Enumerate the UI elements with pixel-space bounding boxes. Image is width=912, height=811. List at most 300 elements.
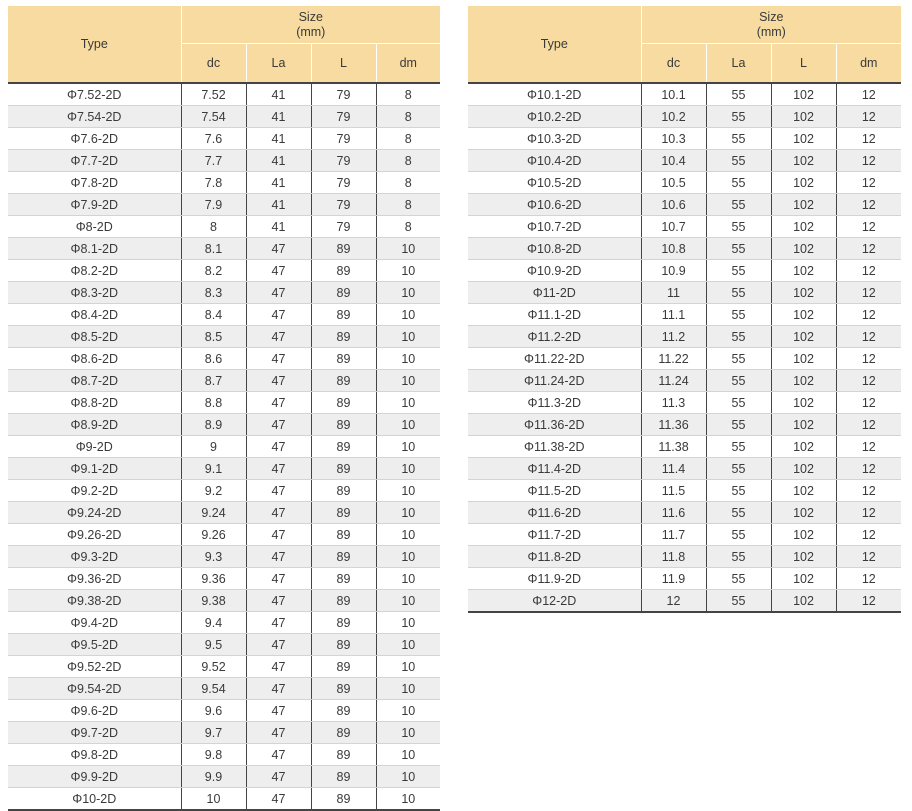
- l-cell: 89: [311, 480, 376, 502]
- l-cell: 102: [771, 260, 836, 282]
- l-cell: 79: [311, 128, 376, 150]
- la-cell: 47: [246, 590, 311, 612]
- type-cell: Φ12-2D: [468, 590, 641, 613]
- dc-cell: 8.6: [181, 348, 246, 370]
- la-cell: 41: [246, 150, 311, 172]
- table-row: [468, 524, 901, 546]
- dm-cell: 10: [376, 722, 440, 744]
- dm-cell: 10: [376, 304, 440, 326]
- dm-cell: 10: [376, 744, 440, 766]
- dm-cell: 10: [376, 678, 440, 700]
- dc-cell: 10.8: [641, 238, 706, 260]
- la-cell: 55: [706, 106, 771, 128]
- dc-cell: 11.3: [641, 392, 706, 414]
- la-cell: 47: [246, 502, 311, 524]
- dm-cell: 8: [376, 106, 440, 128]
- dm-cell: 10: [376, 612, 440, 634]
- type-cell: Φ9.2-2D: [8, 480, 181, 502]
- table-row: [468, 194, 901, 216]
- type-cell: Φ11.38-2D: [468, 436, 641, 458]
- dm-cell: 12: [836, 414, 901, 436]
- la-cell: 55: [706, 370, 771, 392]
- column-header-dm: dm: [376, 44, 440, 84]
- type-cell: Φ9.9-2D: [8, 766, 181, 788]
- dm-cell: 10: [376, 392, 440, 414]
- la-cell: 47: [246, 612, 311, 634]
- dc-cell: 8.2: [181, 260, 246, 282]
- table-row: [468, 590, 901, 613]
- table-row: [8, 414, 440, 436]
- dm-cell: 12: [836, 392, 901, 414]
- table-row: [8, 260, 440, 282]
- la-cell: 47: [246, 568, 311, 590]
- type-cell: Φ9-2D: [8, 436, 181, 458]
- dm-cell: 10: [376, 260, 440, 282]
- dm-cell: 10: [376, 458, 440, 480]
- type-cell: Φ11.36-2D: [468, 414, 641, 436]
- l-cell: 102: [771, 194, 836, 216]
- la-cell: 55: [706, 502, 771, 524]
- l-cell: 89: [311, 326, 376, 348]
- la-cell: 47: [246, 480, 311, 502]
- la-cell: 47: [246, 370, 311, 392]
- dc-cell: 9.26: [181, 524, 246, 546]
- dc-cell: 10.9: [641, 260, 706, 282]
- l-cell: 89: [311, 304, 376, 326]
- dm-cell: 12: [836, 546, 901, 568]
- table-row: [468, 326, 901, 348]
- type-cell: Φ10.4-2D: [468, 150, 641, 172]
- type-cell: Φ9.54-2D: [8, 678, 181, 700]
- type-cell: Φ11.2-2D: [468, 326, 641, 348]
- la-cell: 47: [246, 260, 311, 282]
- l-cell: 79: [311, 172, 376, 194]
- table-row: [8, 216, 440, 238]
- type-cell: Φ7.8-2D: [8, 172, 181, 194]
- l-cell: 102: [771, 150, 836, 172]
- dm-cell: 10: [376, 238, 440, 260]
- dm-cell: 12: [836, 150, 901, 172]
- la-cell: 55: [706, 83, 771, 106]
- table-row: [8, 546, 440, 568]
- type-cell: Φ9.38-2D: [8, 590, 181, 612]
- type-cell: Φ9.1-2D: [8, 458, 181, 480]
- type-cell: Φ8.7-2D: [8, 370, 181, 392]
- la-cell: 55: [706, 392, 771, 414]
- dc-cell: 7.7: [181, 150, 246, 172]
- dm-cell: 12: [836, 524, 901, 546]
- la-cell: 55: [706, 282, 771, 304]
- dm-cell: 10: [376, 414, 440, 436]
- dc-cell: 9.8: [181, 744, 246, 766]
- dc-cell: 10.6: [641, 194, 706, 216]
- la-cell: 55: [706, 304, 771, 326]
- spec-table-right: [468, 6, 901, 613]
- table-row: [8, 524, 440, 546]
- spec-table-right-body: [468, 83, 901, 612]
- dm-cell: 12: [836, 370, 901, 392]
- size-header-unit: (mm): [296, 24, 326, 39]
- type-cell: Φ10.3-2D: [468, 128, 641, 150]
- type-cell: Φ9.7-2D: [8, 722, 181, 744]
- l-cell: 102: [771, 106, 836, 128]
- dc-cell: 9.2: [181, 480, 246, 502]
- l-cell: 79: [311, 106, 376, 128]
- l-cell: 89: [311, 700, 376, 722]
- column-header-dm: dm: [836, 44, 901, 84]
- l-cell: 89: [311, 722, 376, 744]
- dm-cell: 12: [836, 238, 901, 260]
- la-cell: 55: [706, 480, 771, 502]
- table-row: [468, 392, 901, 414]
- la-cell: 41: [246, 194, 311, 216]
- table-row: [8, 480, 440, 502]
- type-header: Type: [8, 6, 181, 83]
- type-cell: Φ8.5-2D: [8, 326, 181, 348]
- dm-cell: 10: [376, 282, 440, 304]
- spec-table-left-body: [8, 83, 440, 810]
- l-cell: 89: [311, 612, 376, 634]
- table-row: [468, 370, 901, 392]
- type-cell: Φ11-2D: [468, 282, 641, 304]
- dc-cell: 8: [181, 216, 246, 238]
- table-row: [468, 458, 901, 480]
- type-cell: Φ9.52-2D: [8, 656, 181, 678]
- table-row: [8, 282, 440, 304]
- type-cell: Φ11.5-2D: [468, 480, 641, 502]
- dc-cell: 7.54: [181, 106, 246, 128]
- table-row: [468, 150, 901, 172]
- l-cell: 89: [311, 282, 376, 304]
- la-cell: 47: [246, 282, 311, 304]
- l-cell: 89: [311, 766, 376, 788]
- dm-cell: 10: [376, 700, 440, 722]
- dm-cell: 10: [376, 326, 440, 348]
- dc-cell: 11.1: [641, 304, 706, 326]
- la-cell: 55: [706, 436, 771, 458]
- l-cell: 89: [311, 370, 376, 392]
- dc-cell: 8.8: [181, 392, 246, 414]
- l-cell: 79: [311, 150, 376, 172]
- dc-cell: 9.9: [181, 766, 246, 788]
- table-row: [8, 634, 440, 656]
- type-cell: Φ9.5-2D: [8, 634, 181, 656]
- la-cell: 47: [246, 436, 311, 458]
- la-cell: 55: [706, 128, 771, 150]
- table-row: [468, 546, 901, 568]
- l-cell: 102: [771, 392, 836, 414]
- dc-cell: 9.3: [181, 546, 246, 568]
- dm-cell: 12: [836, 216, 901, 238]
- la-cell: 47: [246, 744, 311, 766]
- dc-cell: 7.52: [181, 83, 246, 106]
- dc-cell: 10.3: [641, 128, 706, 150]
- type-cell: Φ9.26-2D: [8, 524, 181, 546]
- dc-cell: 11.2: [641, 326, 706, 348]
- dc-cell: 10.2: [641, 106, 706, 128]
- l-cell: 102: [771, 282, 836, 304]
- l-cell: 89: [311, 590, 376, 612]
- l-cell: 89: [311, 392, 376, 414]
- dc-cell: 9.38: [181, 590, 246, 612]
- dm-cell: 10: [376, 766, 440, 788]
- type-cell: Φ10.9-2D: [468, 260, 641, 282]
- column-header-l: L: [311, 44, 376, 84]
- dc-cell: 12: [641, 590, 706, 613]
- dc-cell: 9.6: [181, 700, 246, 722]
- dm-cell: 8: [376, 194, 440, 216]
- column-header-dc: dc: [181, 44, 246, 84]
- l-cell: 89: [311, 744, 376, 766]
- table-row: [8, 700, 440, 722]
- dm-cell: 10: [376, 370, 440, 392]
- type-cell: Φ11.24-2D: [468, 370, 641, 392]
- size-header-label: Size: [759, 9, 784, 24]
- type-cell: Φ7.54-2D: [8, 106, 181, 128]
- la-cell: 47: [246, 348, 311, 370]
- l-cell: 89: [311, 502, 376, 524]
- la-cell: 47: [246, 524, 311, 546]
- l-cell: 89: [311, 634, 376, 656]
- dm-cell: 12: [836, 83, 901, 106]
- dm-cell: 12: [836, 304, 901, 326]
- table-row: [8, 722, 440, 744]
- table-row: [8, 128, 440, 150]
- la-cell: 55: [706, 238, 771, 260]
- dc-cell: 10.4: [641, 150, 706, 172]
- la-cell: 47: [246, 546, 311, 568]
- dm-cell: 12: [836, 590, 901, 613]
- dc-cell: 11.9: [641, 568, 706, 590]
- dm-cell: 10: [376, 480, 440, 502]
- type-cell: Φ9.36-2D: [8, 568, 181, 590]
- table-row: [468, 568, 901, 590]
- la-cell: 55: [706, 348, 771, 370]
- type-cell: Φ11.3-2D: [468, 392, 641, 414]
- dm-cell: 12: [836, 568, 901, 590]
- table-row: [8, 172, 440, 194]
- l-cell: 89: [311, 568, 376, 590]
- l-cell: 102: [771, 348, 836, 370]
- dm-cell: 12: [836, 260, 901, 282]
- table-row: [8, 502, 440, 524]
- la-cell: 47: [246, 634, 311, 656]
- la-cell: 47: [246, 788, 311, 811]
- dc-cell: 9: [181, 436, 246, 458]
- type-cell: Φ9.24-2D: [8, 502, 181, 524]
- la-cell: 55: [706, 414, 771, 436]
- dc-cell: 9.1: [181, 458, 246, 480]
- type-cell: Φ11.22-2D: [468, 348, 641, 370]
- la-cell: 55: [706, 458, 771, 480]
- l-cell: 102: [771, 414, 836, 436]
- dm-cell: 12: [836, 502, 901, 524]
- l-cell: 89: [311, 458, 376, 480]
- dc-cell: 7.6: [181, 128, 246, 150]
- table-row: [8, 678, 440, 700]
- la-cell: 47: [246, 414, 311, 436]
- dc-cell: 9.5: [181, 634, 246, 656]
- table-row: [8, 326, 440, 348]
- l-cell: 102: [771, 590, 836, 613]
- type-cell: Φ7.52-2D: [8, 83, 181, 106]
- type-cell: Φ9.4-2D: [8, 612, 181, 634]
- dm-cell: 12: [836, 106, 901, 128]
- l-cell: 89: [311, 546, 376, 568]
- dm-cell: 8: [376, 83, 440, 106]
- la-cell: 55: [706, 194, 771, 216]
- dm-cell: 12: [836, 348, 901, 370]
- l-cell: 89: [311, 656, 376, 678]
- dm-cell: 12: [836, 172, 901, 194]
- la-cell: 47: [246, 766, 311, 788]
- table-row: [468, 128, 901, 150]
- l-cell: 79: [311, 216, 376, 238]
- dc-cell: 9.54: [181, 678, 246, 700]
- dm-cell: 12: [836, 436, 901, 458]
- l-cell: 102: [771, 216, 836, 238]
- l-cell: 102: [771, 436, 836, 458]
- l-cell: 102: [771, 480, 836, 502]
- table-row: [468, 260, 901, 282]
- size-header-label: Size: [298, 9, 323, 24]
- dc-cell: 11.22: [641, 348, 706, 370]
- dc-cell: 11: [641, 282, 706, 304]
- dm-cell: 10: [376, 568, 440, 590]
- dc-cell: 8.4: [181, 304, 246, 326]
- type-cell: Φ10.2-2D: [468, 106, 641, 128]
- column-header-dc: dc: [641, 44, 706, 84]
- dc-cell: 9.7: [181, 722, 246, 744]
- la-cell: 47: [246, 656, 311, 678]
- l-cell: 79: [311, 194, 376, 216]
- l-cell: 89: [311, 678, 376, 700]
- type-cell: Φ7.6-2D: [8, 128, 181, 150]
- table-row: [8, 744, 440, 766]
- la-cell: 47: [246, 700, 311, 722]
- dc-cell: 8.9: [181, 414, 246, 436]
- la-cell: 55: [706, 524, 771, 546]
- la-cell: 41: [246, 106, 311, 128]
- table-row: [8, 370, 440, 392]
- dc-cell: 11.5: [641, 480, 706, 502]
- table-row: [8, 348, 440, 370]
- table-row: [468, 172, 901, 194]
- dc-cell: 8.5: [181, 326, 246, 348]
- dm-cell: 8: [376, 172, 440, 194]
- dc-cell: 11.36: [641, 414, 706, 436]
- table-row: [468, 480, 901, 502]
- la-cell: 47: [246, 722, 311, 744]
- la-cell: 47: [246, 458, 311, 480]
- type-cell: Φ8.1-2D: [8, 238, 181, 260]
- dc-cell: 11.7: [641, 524, 706, 546]
- type-cell: Φ11.8-2D: [468, 546, 641, 568]
- dm-cell: 8: [376, 150, 440, 172]
- type-cell: Φ10-2D: [8, 788, 181, 811]
- l-cell: 102: [771, 458, 836, 480]
- dm-cell: 10: [376, 590, 440, 612]
- type-cell: Φ9.6-2D: [8, 700, 181, 722]
- l-cell: 89: [311, 788, 376, 811]
- l-cell: 79: [311, 83, 376, 106]
- type-cell: Φ11.7-2D: [468, 524, 641, 546]
- spec-table-left: [8, 6, 440, 811]
- la-cell: 41: [246, 128, 311, 150]
- type-cell: Φ8.9-2D: [8, 414, 181, 436]
- la-cell: 41: [246, 216, 311, 238]
- dm-cell: 10: [376, 436, 440, 458]
- dc-cell: 10.7: [641, 216, 706, 238]
- table-row: [8, 766, 440, 788]
- la-cell: 47: [246, 326, 311, 348]
- dm-cell: 8: [376, 216, 440, 238]
- dm-cell: 12: [836, 480, 901, 502]
- dm-cell: 12: [836, 194, 901, 216]
- dc-cell: 11.8: [641, 546, 706, 568]
- table-row: [8, 788, 440, 811]
- table-row: [8, 304, 440, 326]
- dc-cell: 10.1: [641, 83, 706, 106]
- dm-cell: 12: [836, 326, 901, 348]
- dc-cell: 11.38: [641, 436, 706, 458]
- type-cell: Φ8.4-2D: [8, 304, 181, 326]
- type-header: Type: [468, 6, 641, 83]
- dm-cell: 10: [376, 546, 440, 568]
- table-row: [468, 304, 901, 326]
- table-row: [8, 83, 440, 106]
- l-cell: 89: [311, 260, 376, 282]
- la-cell: 55: [706, 326, 771, 348]
- dc-cell: 9.4: [181, 612, 246, 634]
- dm-cell: 10: [376, 656, 440, 678]
- type-cell: Φ9.8-2D: [8, 744, 181, 766]
- l-cell: 102: [771, 370, 836, 392]
- la-cell: 47: [246, 678, 311, 700]
- dm-cell: 8: [376, 128, 440, 150]
- table-row: [8, 194, 440, 216]
- la-cell: 47: [246, 238, 311, 260]
- type-cell: Φ8-2D: [8, 216, 181, 238]
- table-row: [468, 106, 901, 128]
- column-header-la: La: [246, 44, 311, 84]
- la-cell: 55: [706, 568, 771, 590]
- la-cell: 55: [706, 216, 771, 238]
- dc-cell: 9.36: [181, 568, 246, 590]
- la-cell: 55: [706, 590, 771, 613]
- l-cell: 89: [311, 414, 376, 436]
- dc-cell: 11.24: [641, 370, 706, 392]
- table-row: [8, 392, 440, 414]
- table-row: [468, 502, 901, 524]
- l-cell: 102: [771, 524, 836, 546]
- type-cell: Φ8.3-2D: [8, 282, 181, 304]
- dm-cell: 12: [836, 128, 901, 150]
- table-row: [8, 436, 440, 458]
- dc-cell: 10: [181, 788, 246, 811]
- table-row: [468, 282, 901, 304]
- l-cell: 102: [771, 546, 836, 568]
- la-cell: 47: [246, 304, 311, 326]
- dc-cell: 9.24: [181, 502, 246, 524]
- type-cell: Φ9.3-2D: [8, 546, 181, 568]
- type-cell: Φ8.6-2D: [8, 348, 181, 370]
- type-cell: Φ11.9-2D: [468, 568, 641, 590]
- dc-cell: 8.7: [181, 370, 246, 392]
- dm-cell: 10: [376, 502, 440, 524]
- l-cell: 89: [311, 238, 376, 260]
- dc-cell: 11.4: [641, 458, 706, 480]
